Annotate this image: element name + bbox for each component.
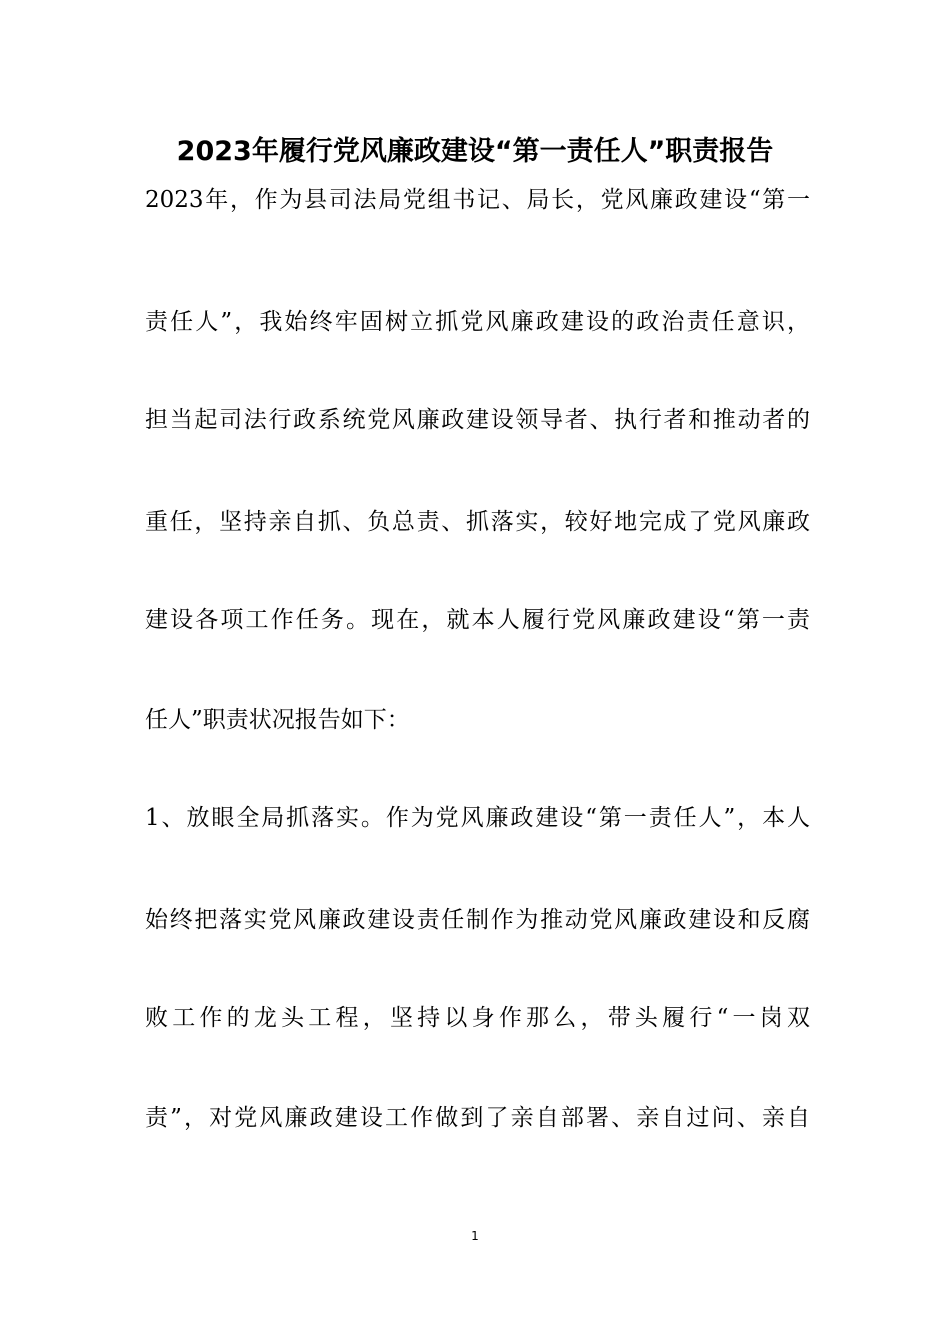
document-title: 2023年履行党风廉政建设“第一责任人”职责报告 [176,136,774,167]
body-line: 担当起司法行政系统党风廉政建设领导者、执行者和推动者的 [145,407,810,433]
body-line: 责”，对党风廉政建设工作做到了亲自部署、亲自过问、亲自 [145,1105,810,1131]
page-number: 1 [471,1229,479,1243]
body-line: 2023年，作为县司法局党组书记、局长，党风廉政建设“第一 [145,187,810,213]
body-line: 始终把落实党风廉政建设责任制作为推动党风廉政建设和反腐 [145,907,810,933]
body-line: 任人”职责状况报告如下： [145,707,410,733]
body-line: 1、放眼全局抓落实。作为党风廉政建设“第一责任人”，本人 [145,805,810,831]
body-line: 建设各项工作任务。现在，就本人履行党风廉政建设“第一责 [145,607,810,633]
body-line: 责任人”，我始终牢固树立抓党风廉政建设的政治责任意识， [145,309,810,335]
body-line: 重任，坚持亲自抓、负总责、抓落实，较好地完成了党风廉政 [145,509,810,535]
body-line: 败工作的龙头工程，坚持以身作那么，带头履行“一岗双 [145,1005,810,1031]
